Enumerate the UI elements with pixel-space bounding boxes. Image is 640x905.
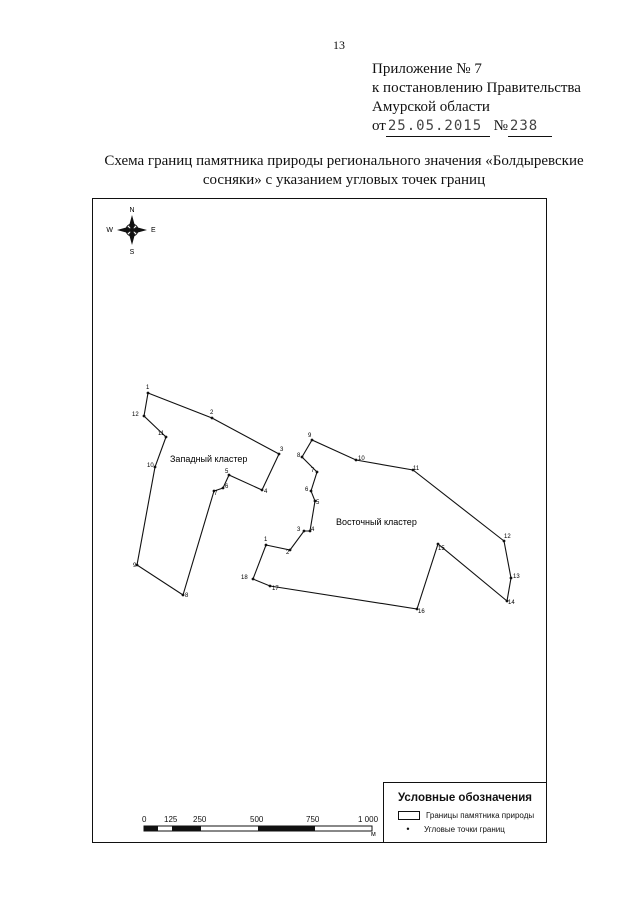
west-corner-point <box>143 415 146 418</box>
west-point-label: 12 <box>132 412 139 418</box>
west-corner-point <box>147 392 150 395</box>
east-point-label: 14 <box>508 600 515 606</box>
east-point-label: 7 <box>311 468 315 474</box>
west-corner-point <box>154 466 157 469</box>
annex-date: 25.05.2015 <box>386 117 490 137</box>
west-point-label: 1 <box>146 385 150 391</box>
east-corner-point <box>510 577 513 580</box>
annex-number: 238 <box>508 117 552 137</box>
west-point-label: 9 <box>133 563 137 569</box>
west-cluster-label: Западный кластер <box>170 454 248 464</box>
west-cluster-boundary <box>137 393 279 595</box>
west-corner-point <box>278 453 281 456</box>
annex-line-2: к постановлению Правительства <box>372 80 581 96</box>
legend-title: Условные обозначения <box>397 792 532 804</box>
east-point-label: 17 <box>272 586 279 592</box>
annex-line-1: Приложение № 7 <box>372 61 482 77</box>
scale-tick-250: 250 <box>193 815 207 824</box>
east-point-label: 8 <box>297 453 301 459</box>
west-point-label: 2 <box>210 410 214 416</box>
east-corner-point <box>269 585 272 588</box>
east-point-label: 5 <box>316 500 320 506</box>
east-corner-point <box>301 456 304 459</box>
scale-tick-500: 500 <box>250 815 264 824</box>
east-point-label: 6 <box>305 487 309 493</box>
east-corner-point <box>503 540 506 543</box>
west-point-label: 4 <box>264 489 268 495</box>
west-point-label: 11 <box>158 431 165 437</box>
west-point-label: 8 <box>185 593 189 599</box>
west-corner-point <box>182 594 185 597</box>
east-point-label: 18 <box>241 575 248 581</box>
legend-boundary-label: Границы памятника природы <box>426 811 535 820</box>
east-point-label: 2 <box>286 550 290 556</box>
east-point-label: 3 <box>297 527 301 533</box>
west-point-label: 7 <box>214 491 218 497</box>
east-corner-point <box>310 490 313 493</box>
east-corner-point <box>311 439 314 442</box>
east-point-label: 1 <box>264 537 268 543</box>
west-corner-point <box>261 489 264 492</box>
scale-tick-125: 125 <box>164 815 178 824</box>
east-corner-point <box>437 543 440 546</box>
title-line-2: сосняки» с указанием угловых точек границ <box>202 172 486 188</box>
title-line-1: Схема границ памятника природы регионального значения «Болдыревские <box>104 153 584 169</box>
west-point-label: 5 <box>225 469 229 475</box>
compass-n: N <box>129 207 135 214</box>
east-point-label: 9 <box>308 433 312 439</box>
scale-tick-1000: 1 000 <box>358 815 379 824</box>
east-cluster-label: Восточный кластер <box>336 517 417 527</box>
east-point-label: 16 <box>418 609 425 615</box>
east-corner-point <box>355 459 358 462</box>
legend-boundary-row <box>398 811 534 820</box>
east-point-label: 10 <box>358 456 365 462</box>
east-corner-point <box>303 530 306 533</box>
west-corner-point <box>165 436 168 439</box>
compass-w: W <box>106 227 113 234</box>
east-point-label: 11 <box>413 466 420 472</box>
east-point-label: 15 <box>438 546 445 552</box>
scale-tick-750: 750 <box>306 815 320 824</box>
east-point-label: 13 <box>513 574 520 580</box>
west-point-label: 10 <box>147 463 154 469</box>
number-prefix: № <box>493 118 508 134</box>
compass-s: S <box>129 249 135 256</box>
west-point-label: 3 <box>280 447 284 453</box>
boundary-swatch-icon <box>398 811 420 820</box>
page-number: 13 <box>333 38 345 52</box>
east-point-label: 4 <box>311 527 315 533</box>
legend-points-row <box>398 824 505 834</box>
west-corner-point <box>222 487 225 490</box>
west-corner-point <box>211 417 214 420</box>
legend-points-label: Угловые точки границ <box>424 825 505 834</box>
date-prefix: от <box>372 118 386 134</box>
east-point-label: 12 <box>504 534 511 540</box>
west-point-label: 6 <box>225 484 229 490</box>
compass-rose-icon <box>106 207 156 256</box>
corner-point-icon: • <box>406 824 410 834</box>
east-corner-point <box>316 471 319 474</box>
annex-line-3: Амурской области <box>372 99 490 115</box>
scale-unit: м <box>371 831 376 838</box>
east-corner-point <box>252 578 255 581</box>
scale-bar <box>144 826 372 831</box>
scale-tick-0: 0 <box>142 815 147 824</box>
legend <box>383 782 547 843</box>
compass-e: E <box>151 227 156 234</box>
east-corner-point <box>265 544 268 547</box>
